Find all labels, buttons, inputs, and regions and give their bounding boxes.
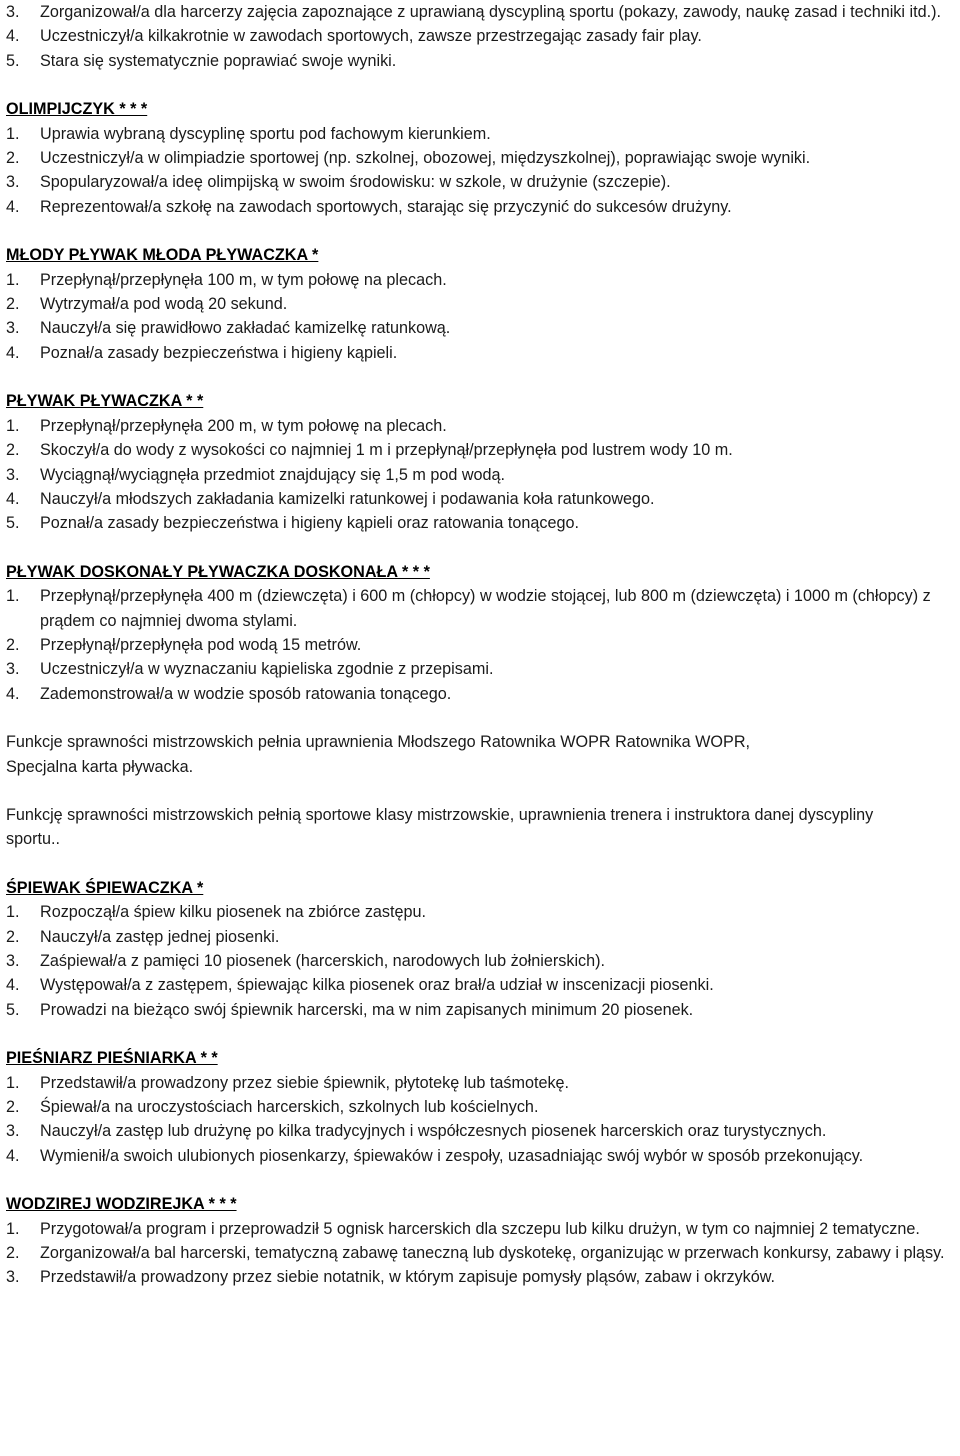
- list-item: [6, 1217, 954, 1241]
- item-text: Zademonstrował/a w wodzie sposób ratowania tonącego.: [40, 684, 452, 703]
- item-text: Przedstawił/a prowadzony przez siebie notatnik, w którym zapisuje pomysły pląsów, zabaw i okrzyków.: [40, 1268, 776, 1287]
- item-number: 1.: [6, 1073, 20, 1092]
- list-item: [6, 49, 954, 73]
- item-number: 1.: [6, 124, 20, 143]
- list-item: [6, 341, 954, 365]
- item-text: Poznał/a zasady bezpieczeństwa i higieny kąpieli oraz ratowania tonącego.: [40, 514, 580, 533]
- list-item: [6, 122, 954, 146]
- section-spiewak: [6, 876, 954, 1022]
- section-heading: ŚPIEWAK ŚPIEWACZKA *: [6, 878, 204, 897]
- item-text: Uprawia wybraną dyscyplinę sportu pod fachowym kierunkiem.: [40, 124, 491, 143]
- item-number: 3.: [6, 3, 20, 21]
- item-number: 2.: [6, 1098, 20, 1117]
- list-item: [6, 682, 954, 706]
- item-number: 4.: [6, 976, 20, 995]
- section-piesniarz: [6, 1046, 954, 1168]
- section-plywak-doskonaly: [6, 560, 954, 706]
- list-item: [6, 146, 954, 170]
- list-item: [6, 438, 954, 462]
- item-text: Występował/a z zastępem, śpiewając kilka piosenek oraz brał/a udział w inscenizacji piosenki.: [40, 976, 714, 995]
- item-text: Spopularyzował/a ideę olimpijską w swoim środowisku: w szkole, w drużynie (szczepie).: [40, 173, 671, 192]
- item-text: Uczestniczył/a kilkakrotnie w zawodach sportowych, zawsze przestrzegając zasady fair play.: [40, 27, 702, 46]
- item-number: 3.: [6, 1122, 20, 1141]
- section-heading: WODZIREJ WODZIREJKA * * *: [6, 1195, 237, 1214]
- item-number: 4.: [6, 343, 20, 362]
- item-number: 4.: [6, 684, 20, 703]
- item-number: 2.: [6, 295, 20, 314]
- list-item: [6, 998, 954, 1022]
- item-text: Zorganizował/a dla harcerzy zajęcia zapoznające z uprawianą dyscypliną sportu (pokazy, zawody, naukę zasad i techniki itd.).: [40, 3, 941, 21]
- list-item: [6, 1241, 954, 1265]
- list-item: [6, 268, 954, 292]
- item-number: 3.: [6, 173, 20, 192]
- item-text: Stara się systematycznie poprawiać swoje wyniki.: [40, 51, 397, 70]
- item-text: Wytrzymał/a pod wodą 20 sekund.: [40, 295, 288, 314]
- paragraph-funkcje-2: Funkcję sprawności mistrzowskich pełnią sportowe klasy mistrzowskie, uprawnienia trenera i instruktora danej dyscypliny sportu..: [6, 805, 874, 849]
- list-item: [6, 24, 954, 48]
- list-item: [6, 0, 954, 24]
- item-number: 1.: [6, 270, 20, 289]
- item-text: Przepłynął/przepłynęła 200 m, w tym połowę na plecach.: [40, 416, 447, 435]
- section-heading: PŁYWAK DOSKONAŁY PŁYWACZKA DOSKONAŁA * * *: [6, 562, 430, 581]
- item-text: Przedstawił/a prowadzony przez siebie śpiewnik, płytotekę lub taśmotekę.: [40, 1073, 570, 1092]
- paragraph-funkcje-1: Funkcje sprawności mistrzowskich pełnia uprawnienia Młodszego Ratownika WOPR Ratownika WOPR, Specjalna karta pływacka.: [6, 733, 751, 776]
- list-item: [6, 511, 954, 535]
- list-item: [6, 414, 954, 438]
- section-wodzirej: [6, 1192, 954, 1290]
- list-item: [6, 657, 954, 681]
- item-text: Nauczył/a się prawidłowo zakładać kamizelkę ratunkową.: [40, 319, 451, 338]
- section-plywak: [6, 389, 954, 535]
- section-mlody-plywak: [6, 243, 954, 365]
- item-number: 3.: [6, 465, 20, 484]
- item-number: 4.: [6, 1146, 20, 1165]
- list-item: [6, 1265, 954, 1289]
- item-number: 5.: [6, 514, 20, 533]
- item-text: Uczestniczył/a w wyznaczaniu kąpieliska zgodnie z przepisami.: [40, 660, 494, 679]
- item-text: Zaśpiewał/a z pamięci 10 piosenek (harcerskich, narodowych lub żołnierskich).: [40, 952, 606, 970]
- item-text: Zorganizował/a bal harcerski, tematyczną zabawę taneczną lub dyskotekę, organizując w przerwach konkursy, zabawy i pląsy.: [40, 1244, 945, 1263]
- item-text: Rozpoczął/a śpiew kilku piosenek na zbiórce zastępu.: [40, 903, 427, 922]
- list-item: [6, 584, 954, 633]
- item-text: Prowadzi na bieżąco swój śpiewnik harcerski, ma w nim zapisanych minimum 20 piosenek.: [40, 1000, 694, 1019]
- item-text: Poznał/a zasady bezpieczeństwa i higieny kąpieli.: [40, 343, 398, 362]
- section-heading: PŁYWAK PŁYWACZKA * *: [6, 392, 204, 411]
- item-number: 2.: [6, 635, 20, 654]
- list-item: [6, 925, 954, 949]
- item-text: Nauczył/a młodszych zakładania kamizelki ratunkowej i podawania koła ratunkowego.: [40, 489, 655, 508]
- item-number: 2.: [6, 149, 20, 168]
- list-item: [6, 292, 954, 316]
- list-item: [6, 1119, 954, 1143]
- item-text: Przepłynął/przepłynęła 100 m, w tym połowę na plecach.: [40, 270, 447, 289]
- item-text: Śpiewał/a na uroczystościach harcerskich, szkolnych lub kościelnych.: [40, 1098, 539, 1117]
- item-number: 4.: [6, 197, 20, 216]
- item-text: Przygotował/a program i przeprowadził 5 ognisk harcerskich dla szczepu lub kilku drużyn, w tym co najmniej 2 tematyczne.: [40, 1219, 920, 1238]
- item-number: 2.: [6, 441, 20, 460]
- list-item: [6, 633, 954, 657]
- list-item: [6, 195, 954, 219]
- item-number: 3.: [6, 952, 20, 970]
- section-heading: OLIMPIJCZYK * * *: [6, 100, 148, 119]
- section-top-continued: [6, 0, 954, 73]
- section-heading: PIEŚNIARZ PIEŚNIARKA * *: [6, 1049, 218, 1068]
- item-text: Wymienił/a swoich ulubionych piosenkarzy, śpiewaków i zespoły, uzasadniając swój wybór w sposób przekonujący.: [40, 1146, 864, 1165]
- item-number: 5.: [6, 1000, 20, 1019]
- item-text: Reprezentował/a szkołę na zawodach sportowych, starając się przyczynić do sukcesów drużyny.: [40, 197, 732, 216]
- list-item: [6, 949, 954, 973]
- item-number: 1.: [6, 416, 20, 435]
- item-number: 2.: [6, 927, 20, 946]
- item-number: 5.: [6, 51, 20, 70]
- item-text: Nauczył/a zastęp jednej piosenki.: [40, 927, 280, 946]
- section-olimpijczyk: [6, 97, 954, 219]
- list-item: [6, 1144, 954, 1168]
- list-item: [6, 1071, 954, 1095]
- list-item: [6, 900, 954, 924]
- list-item: [6, 973, 954, 997]
- item-text: Nauczył/a zastęp lub drużynę po kilka tradycyjnych i współczesnych piosenek harcerskich oraz turystycznych.: [40, 1122, 827, 1141]
- item-number: 1.: [6, 903, 20, 922]
- item-number: 4.: [6, 27, 20, 46]
- item-text: Przepłynął/przepłynęła 400 m (dziewczęta) i 600 m (chłopcy) w wodzie stojącej, lub 800 m (dziewczęta) i 1000 m (chłopcy) z prądem co najmniej dwoma stylami.: [40, 587, 931, 630]
- list-item: [6, 170, 954, 194]
- item-number: 4.: [6, 489, 20, 508]
- list-item: [6, 487, 954, 511]
- item-text: Uczestniczył/a w olimpiadzie sportowej (np. szkolnej, obozowej, międzyszkolnej), poprawiając swoje wyniki.: [40, 149, 811, 168]
- list-item: [6, 463, 954, 487]
- item-text: Skoczył/a do wody z wysokości co najmniej 1 m i przepłynął/przepłynęła pod lustrem wody 10 m.: [40, 441, 733, 460]
- item-number: 1.: [6, 587, 20, 606]
- section-heading: MŁODY PŁYWAK MŁODA PŁYWACZKA *: [6, 246, 319, 265]
- item-number: 3.: [6, 319, 20, 338]
- list-item: [6, 1095, 954, 1119]
- item-text: Przepłynął/przepłynęła pod wodą 15 metrów.: [40, 635, 362, 654]
- item-number: 2.: [6, 1244, 20, 1263]
- item-number: 3.: [6, 660, 20, 679]
- item-text: Wyciągnął/wyciągnęła przedmiot znajdujący się 1,5 m pod wodą.: [40, 465, 506, 484]
- item-number: 3.: [6, 1268, 20, 1287]
- list-item: [6, 316, 954, 340]
- item-number: 1.: [6, 1219, 20, 1238]
